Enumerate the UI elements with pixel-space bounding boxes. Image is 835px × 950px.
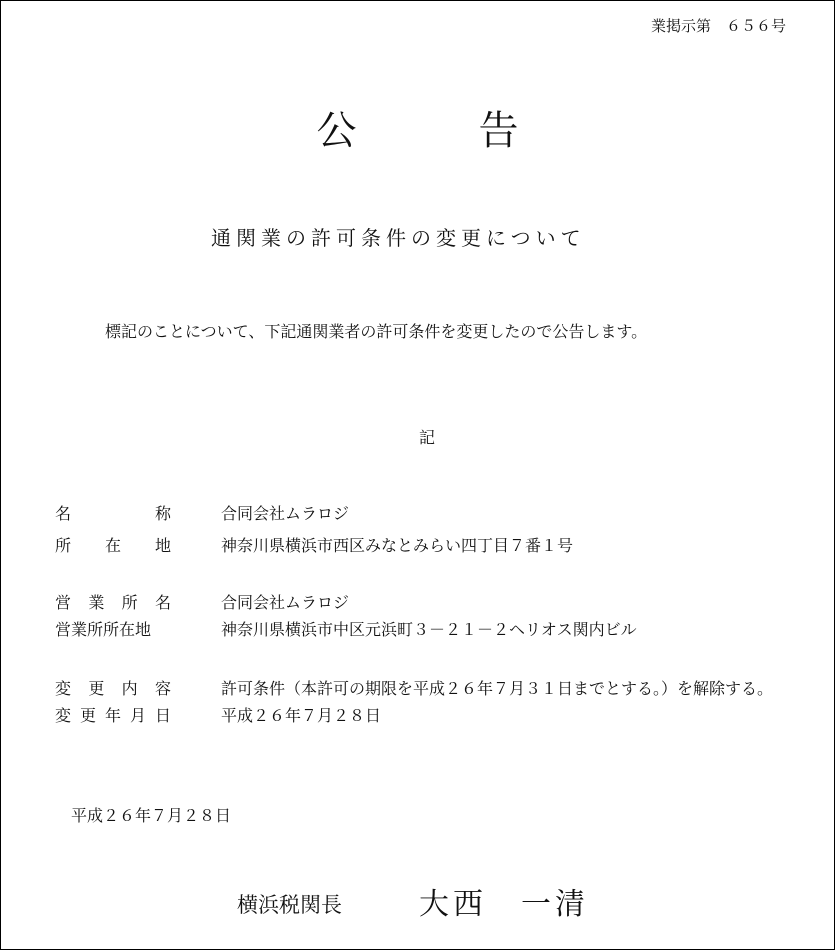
field-label-address: 所 在 地: [55, 536, 171, 555]
notice-number: 業掲示第 ６５６号: [651, 17, 787, 35]
field-label-change-content: 変 更 内 容: [55, 679, 171, 698]
field-value-change-date: 平成２６年７月２８日: [221, 706, 382, 725]
field-value-name: 合同会社ムラロジ: [221, 504, 350, 523]
signature-name: 大西 一清: [419, 887, 589, 922]
field-label-change-date: 変 更 年 月 日: [55, 706, 171, 725]
field-value-change-content: 許可条件（本許可の期限を平成２６年７月３１日までとする。）を解除する。: [221, 679, 774, 698]
field-label-office-address: 営業所所在地: [55, 620, 152, 639]
field-value-address: 神奈川県横浜市西区みなとみらい四丁目７番１号: [221, 536, 574, 555]
page-title: [1, 99, 835, 156]
title-char-2: 告: [478, 108, 521, 154]
signature-office: 横浜税関長: [237, 893, 342, 917]
field-label-name: 名 称: [55, 504, 171, 523]
intro-text: 標記のことについて、下記通関業者の許可条件を変更したので公告します。: [105, 322, 648, 341]
ki-marker: 記: [419, 428, 436, 447]
field-value-office-address: 神奈川県横浜市中区元浜町３－２１－２ヘリオス関内ビル: [221, 620, 637, 639]
title-char-1: 公: [316, 108, 359, 154]
issue-date: 平成２６年７月２８日: [71, 806, 232, 825]
subtitle: 通関業の許可条件の変更について: [211, 226, 586, 250]
field-label-office-name: 営 業 所 名: [55, 593, 171, 612]
field-value-office-name: 合同会社ムラロジ: [221, 593, 350, 612]
